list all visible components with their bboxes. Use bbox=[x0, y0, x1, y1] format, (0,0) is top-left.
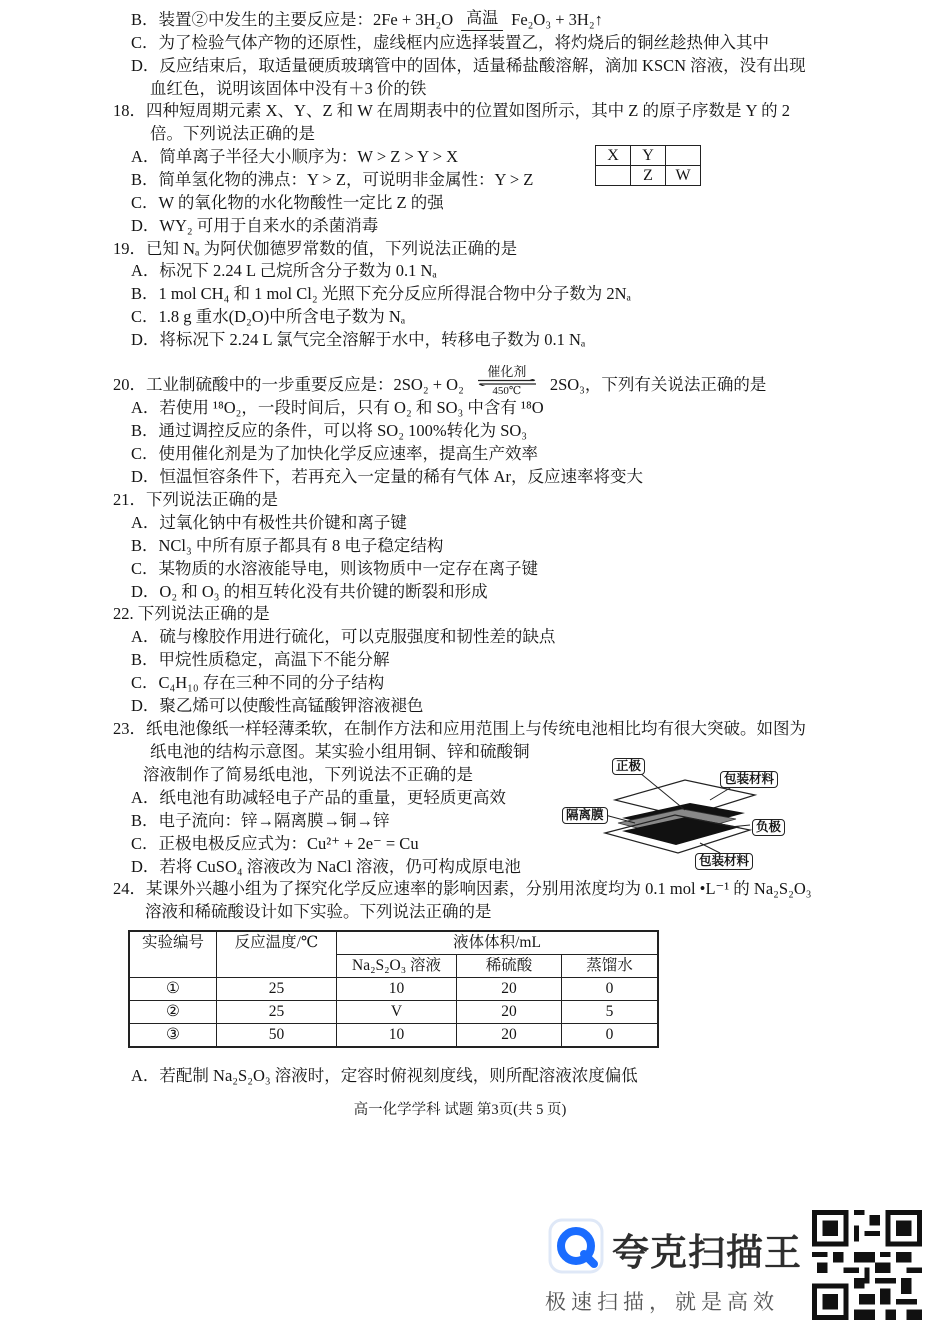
quark-logo-icon bbox=[548, 1218, 604, 1274]
q20-stem-text: 20．工业制硫酸中的一步重要反应是：2SO₂ + O₂ bbox=[113, 375, 464, 394]
q23-option-c: C．正极电极反应式为：Cu²⁺ + 2e⁻ = Cu bbox=[131, 834, 419, 853]
table-cell: V bbox=[337, 1001, 457, 1024]
q19-option-d: D．将标况下 2.24 L 氯气完全溶解于水中，转移电子数为 0.1 Nₐ bbox=[131, 330, 586, 349]
q22-option-b: B．甲烷性质稳定，高温下不能分解 bbox=[131, 650, 390, 669]
q23-option-a: A．纸电池有助减轻电子产品的重量，更轻质更高效 bbox=[131, 788, 506, 807]
q18-stem-cont: 倍。下列说法正确的是 bbox=[150, 124, 315, 143]
q23-stem-cont2: 溶液制作了简易纸电池，下列说法不正确的是 bbox=[143, 765, 473, 784]
q24-option-a: A．若配制 Na₂S₂O₃ 溶液时，定容时俯视刻度线，则所配溶液浓度偏低 bbox=[131, 1066, 638, 1085]
q18-option-a: A．简单离子半径大小顺序为：W > Z > Y > X bbox=[131, 147, 459, 166]
q24-stem: 24．某课外兴趣小组为了探究化学反应速率的影响因素，分别用浓度均为 0.1 mol •L⁻¹ 的 Na₂S₂O₃ bbox=[113, 879, 812, 898]
table-cell: 50 bbox=[217, 1024, 337, 1048]
header-volume: 液体体积/mL bbox=[337, 931, 659, 955]
table-cell: X bbox=[596, 146, 631, 166]
table-cell: 10 bbox=[337, 978, 457, 1001]
q20-option-c: C．使用催化剂是为了加快化学反应速率，提高生产效率 bbox=[131, 444, 539, 463]
q22-option-d: D．聚乙烯可以使酸性高锰酸钾溶液褪色 bbox=[131, 696, 424, 715]
label-negative: 负极 bbox=[752, 819, 785, 836]
q19-stem: 19．已知 Nₐ 为阿伏伽德罗常数的值，下列说法正确的是 bbox=[113, 239, 518, 258]
table-row bbox=[129, 978, 658, 1001]
table-cell bbox=[666, 146, 701, 166]
table-cell: 0 bbox=[562, 1024, 659, 1048]
q22-option-c: C．C₄H₁₀ 存在三种不同的分子结构 bbox=[131, 673, 385, 692]
table-cell: 20 bbox=[457, 1001, 562, 1024]
periodic-table-fragment bbox=[595, 145, 701, 186]
q18-option-b: B．简单氢化物的沸点：Y > Z，可说明非金属性：Y > Z bbox=[131, 170, 534, 189]
q21-option-d: D．O₂ 和 O₃ 的相互转化没有共价键的断裂和形成 bbox=[131, 582, 488, 601]
q23-option-b: B．电子流向：锌→隔离膜→铜→锌 bbox=[131, 811, 390, 830]
q21-option-b: B．NCl₃ 中所有原子都具有 8 电子稳定结构 bbox=[131, 536, 444, 555]
table-cell: ② bbox=[129, 1001, 217, 1024]
q20-option-b: B．通过调控反应的条件，可以将 SO₂ 100%转化为 SO₃ bbox=[131, 421, 528, 440]
watermark-slogan: 极速扫描，就是高效 bbox=[545, 1290, 779, 1314]
q19-option-a: A．标况下 2.24 L 己烷所含分子数为 0.1 Nₐ bbox=[131, 261, 437, 280]
header-temp: 反应温度/℃ bbox=[217, 931, 337, 978]
header-acid: 稀硫酸 bbox=[457, 955, 562, 978]
label-separator: 隔离膜 bbox=[562, 807, 608, 824]
q17-option-d-cont: 血红色，说明该固体中没有＋3 价的铁 bbox=[150, 79, 427, 98]
header-water: 蒸馏水 bbox=[562, 955, 659, 978]
q23-option-d: D．若将 CuSO₄ 溶液改为 NaCl 溶液，仍可构成原电池 bbox=[131, 857, 521, 876]
q17-option-c: C．为了检验气体产物的还原性，虚线框内应选择装置乙，将灼烧后的铜丝趁热伸入其中 bbox=[131, 33, 770, 52]
q22-stem: 22. 下列说法正确的是 bbox=[113, 604, 270, 623]
table-cell: 25 bbox=[217, 978, 337, 1001]
q17-option-d: D．反应结束后，取适量硬质玻璃管中的固体，适量稀盐酸溶解，滴加 KSCN 溶液，没有出现 bbox=[131, 56, 806, 75]
label-positive: 正极 bbox=[612, 758, 645, 775]
q22-option-a: A．硫与橡胶作用进行硫化，可以克服强度和韧性差的缺点 bbox=[131, 627, 556, 646]
table-cell: 5 bbox=[562, 1001, 659, 1024]
table-row bbox=[129, 1024, 658, 1048]
equilibrium-arrow bbox=[472, 364, 542, 397]
header-id: 实验编号 bbox=[129, 931, 217, 978]
q20-stem-end: 2SO₃，下列有关说法正确的是 bbox=[549, 375, 767, 394]
q18-option-c: C．W 的氧化物的水化物酸性一定比 Z 的强 bbox=[131, 193, 444, 212]
table-cell: W bbox=[666, 166, 701, 186]
table-cell: 10 bbox=[337, 1024, 457, 1048]
table-cell: Z bbox=[631, 166, 666, 186]
q23-stem-cont: 纸电池的结构示意图。某实验小组用铜、锌和硫酸铜 bbox=[150, 742, 530, 761]
table-cell: ③ bbox=[129, 1024, 217, 1048]
q20-option-d: D．恒温恒容条件下，若再充入一定量的稀有气体 Ar，反应速率将变大 bbox=[131, 467, 643, 486]
q19-option-b: B．1 mol CH₄ 和 1 mol Cl₂ 光照下充分反应所得混合物中分子数为 2Nₐ bbox=[131, 284, 632, 303]
q24-stem-cont: 溶液和稀硫酸设计如下实验。下列说法正确的是 bbox=[145, 902, 492, 921]
q17-option-b bbox=[131, 9, 603, 31]
table-cell: ① bbox=[129, 978, 217, 1001]
catalyst-condition: 催化剂 bbox=[487, 364, 527, 379]
q18-option-d: D．WY₂ 可用于自来水的杀菌消毒 bbox=[131, 216, 379, 235]
table-cell: 25 bbox=[217, 1001, 337, 1024]
q17-option-b-products: Fe₂O₃ + 3H₂↑ bbox=[511, 10, 603, 29]
q20-option-a: A．若使用 ¹⁸O₂，一段时间后，只有 O₂ 和 SO₃ 中含有 ¹⁸O bbox=[131, 398, 544, 417]
q21-option-c: C．某物质的水溶液能导电，则该物质中一定存在离子键 bbox=[131, 559, 539, 578]
paper-battery-diagram bbox=[560, 755, 790, 875]
temperature-condition: 450℃ bbox=[492, 385, 522, 397]
label-package-bottom: 包装材料 bbox=[695, 853, 753, 870]
table-cell: Y bbox=[631, 146, 666, 166]
table-cell: 20 bbox=[457, 978, 562, 1001]
table-cell: 20 bbox=[457, 1024, 562, 1048]
label-package-top: 包装材料 bbox=[720, 771, 778, 788]
q19-option-c: C．1.8 g 重水(D₂O)中所含电子数为 Nₐ bbox=[131, 307, 406, 326]
reaction-condition: 高温 bbox=[461, 9, 503, 31]
q23-stem: 23．纸电池像纸一样轻薄柔软，在制作方法和应用范围上与传统电池相比均有很大突破。如图为 bbox=[113, 719, 806, 738]
q21-stem: 21．下列说法正确的是 bbox=[113, 490, 278, 509]
q20-stem bbox=[113, 364, 767, 397]
q21-option-a: A．过氧化钠中有极性共价键和离子键 bbox=[131, 513, 407, 532]
experiment-table bbox=[128, 930, 659, 1048]
qr-code-icon bbox=[812, 1210, 922, 1320]
page-footer: 高一化学学科 试题 第3页(共 5 页) bbox=[353, 1102, 567, 1118]
table-cell: 0 bbox=[562, 978, 659, 1001]
header-na2s2o3: Na₂S₂O₃ 溶液 bbox=[337, 955, 457, 978]
table-row bbox=[129, 1001, 658, 1024]
q18-stem: 18．四种短周期元素 X、Y、Z 和 W 在周期表中的位置如图所示，其中 Z 的原子序数是 Y 的 2 bbox=[113, 101, 790, 120]
q17-option-b-text: B．装置②中发生的主要反应是：2Fe + 3H₂O bbox=[131, 10, 454, 29]
watermark-title: 夸克扫描王 bbox=[612, 1231, 802, 1274]
table-cell bbox=[596, 166, 631, 186]
